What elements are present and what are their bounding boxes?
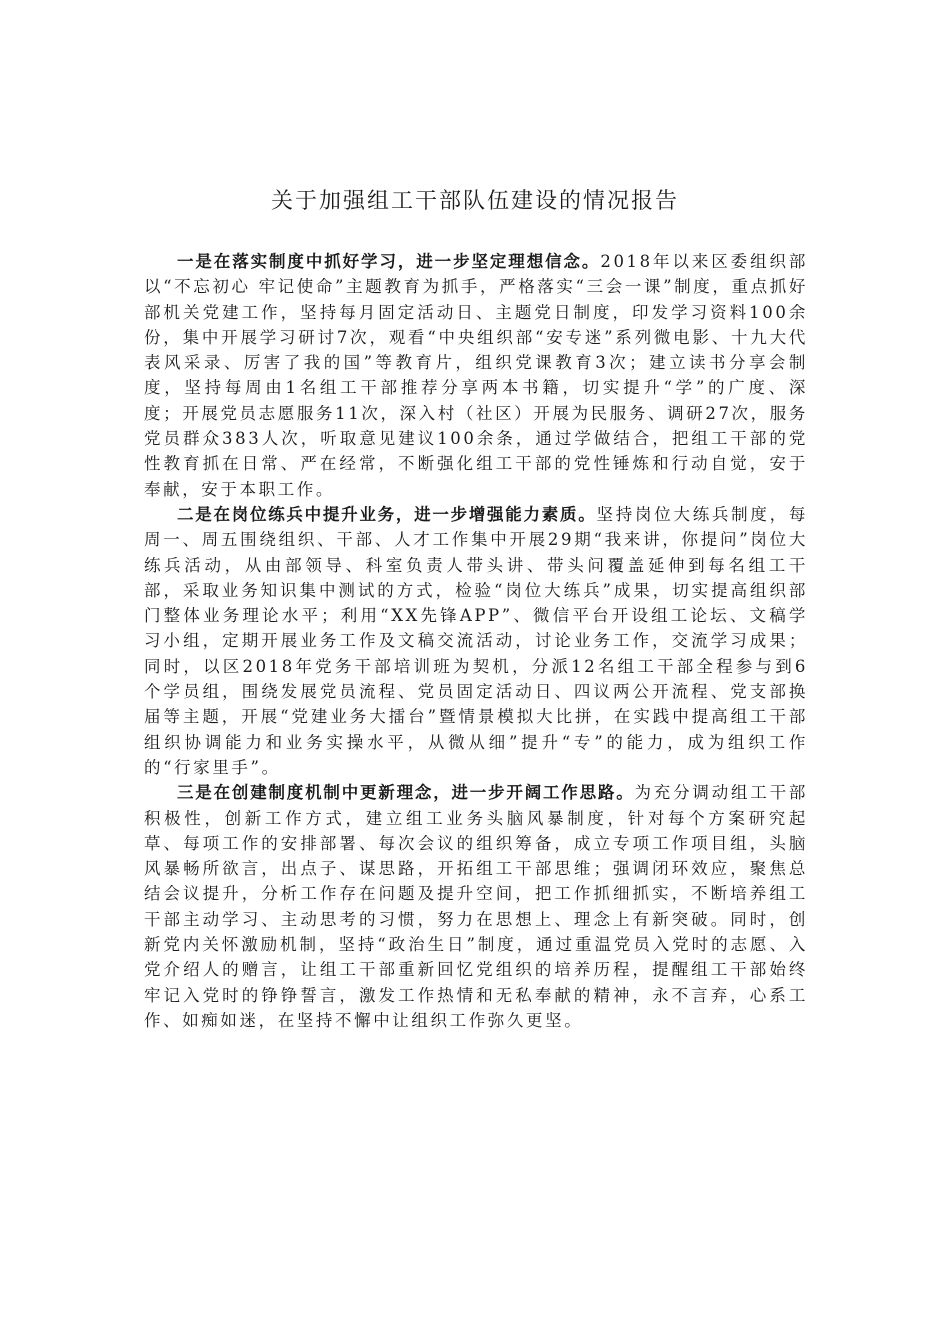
document-body <box>144 249 808 1033</box>
paragraph-lead: 二是在岗位练兵中提升业务，进一步增强能力素质。 <box>177 504 597 524</box>
paragraph-lead: 一是在落实制度中抓好学习，进一步坚定理想信念。 <box>177 252 601 271</box>
paragraph-lead: 三是在创建制度机制中更新理念，进一步开阔工作思路。 <box>177 783 635 803</box>
paragraph-training <box>144 502 808 780</box>
paragraph-innovation <box>144 780 808 1033</box>
paragraph-text: 为充分调动组工干部积极性，创新工作方式，建立组工业务头脑风暴制度，针对每个方案研究起草、每项工作的安排部署、每次会议的组织筹备，成立专项工作项目组，头脑风暴畅所欲言，出点子、谋思路，开拓组工干部思维；强调闭环效应，聚焦总结会议提升，分析工作存在问题及提升空间，把工作抓细抓实，不断培养组工干部主动学习、主动思考的习惯，努力在思想上、理念上有新突破。同时，创新党内关怀激励机制，坚持“政治生日”制度，通过重温党员入党时的志愿、入党介绍人的赠言，让组工干部重新回忆党组织的培养历程，提醒组工干部始终牢记入党时的铮铮誓言，激发工作热情和无私奉献的精神，永不言弃，心系工作、如痴如迷，在坚持不懈中让组织工作弥久更坚。 <box>144 783 808 1030</box>
paragraph-text: 坚持岗位大练兵制度，每周一、周五围绕组织、干部、人才工作集中开展29期“我来讲，你提问”岗位大练兵活动，从由部领导、科室负责人带头讲、带头问覆盖延伸到每名组工干部，采取业务知识集中测试的方式，检验“岗位大练兵”成果，切实提高组织部门整体业务理论水平；利用“XX先锋APP”、微信平台开设组工论坛、文稿学习小组，定期开展业务工作及文稿交流活动，讨论业务工作，交流学习成果；同时，以区2018年党务干部培训班为契机，分派12名组工干部全程参与到6个学员组，围绕发展党员流程、党员固定活动日、四议两公开流程、党支部换届等主题，开展“党建业务大擂台”暨情景模拟大比拼，在实践中提高组工干部组织协调能力和业务实操水平，从微从细”提升“专”的能力，成为组织工作的“行家里手”。 <box>144 504 808 777</box>
paragraph-study <box>144 249 808 502</box>
document-title: 关于加强组工干部队伍建设的情况报告 <box>270 189 679 214</box>
paragraph-text: 2018年以来区委组织部以“不忘初心 牢记使命”主题教育为抓手，严格落实“三会一课”制度，重点抓好部机关党建工作，坚持每月固定活动日、主题党日制度，印发学习资料100余份，集中开展学习研讨7次，观看“中央组织部“安专迷”系列微电影、十九大代表风采录、厉害了我的国”等教育片，组织党课教育3次；建立读书分享会制度，坚持每周由1名组工干部推荐分享两本书籍，切实提升“学”的广度、深度；开展党员志愿服务11次，深入村（社区）开展为民服务、调研27次，服务党员群众383人次，听取意见建议100余条，通过学做结合，把组工干部的党性教育抓在日常、严在经常，不断强化组工干部的党性锤炼和行动自觉，安于奉献，安于本职工作。 <box>144 252 808 499</box>
